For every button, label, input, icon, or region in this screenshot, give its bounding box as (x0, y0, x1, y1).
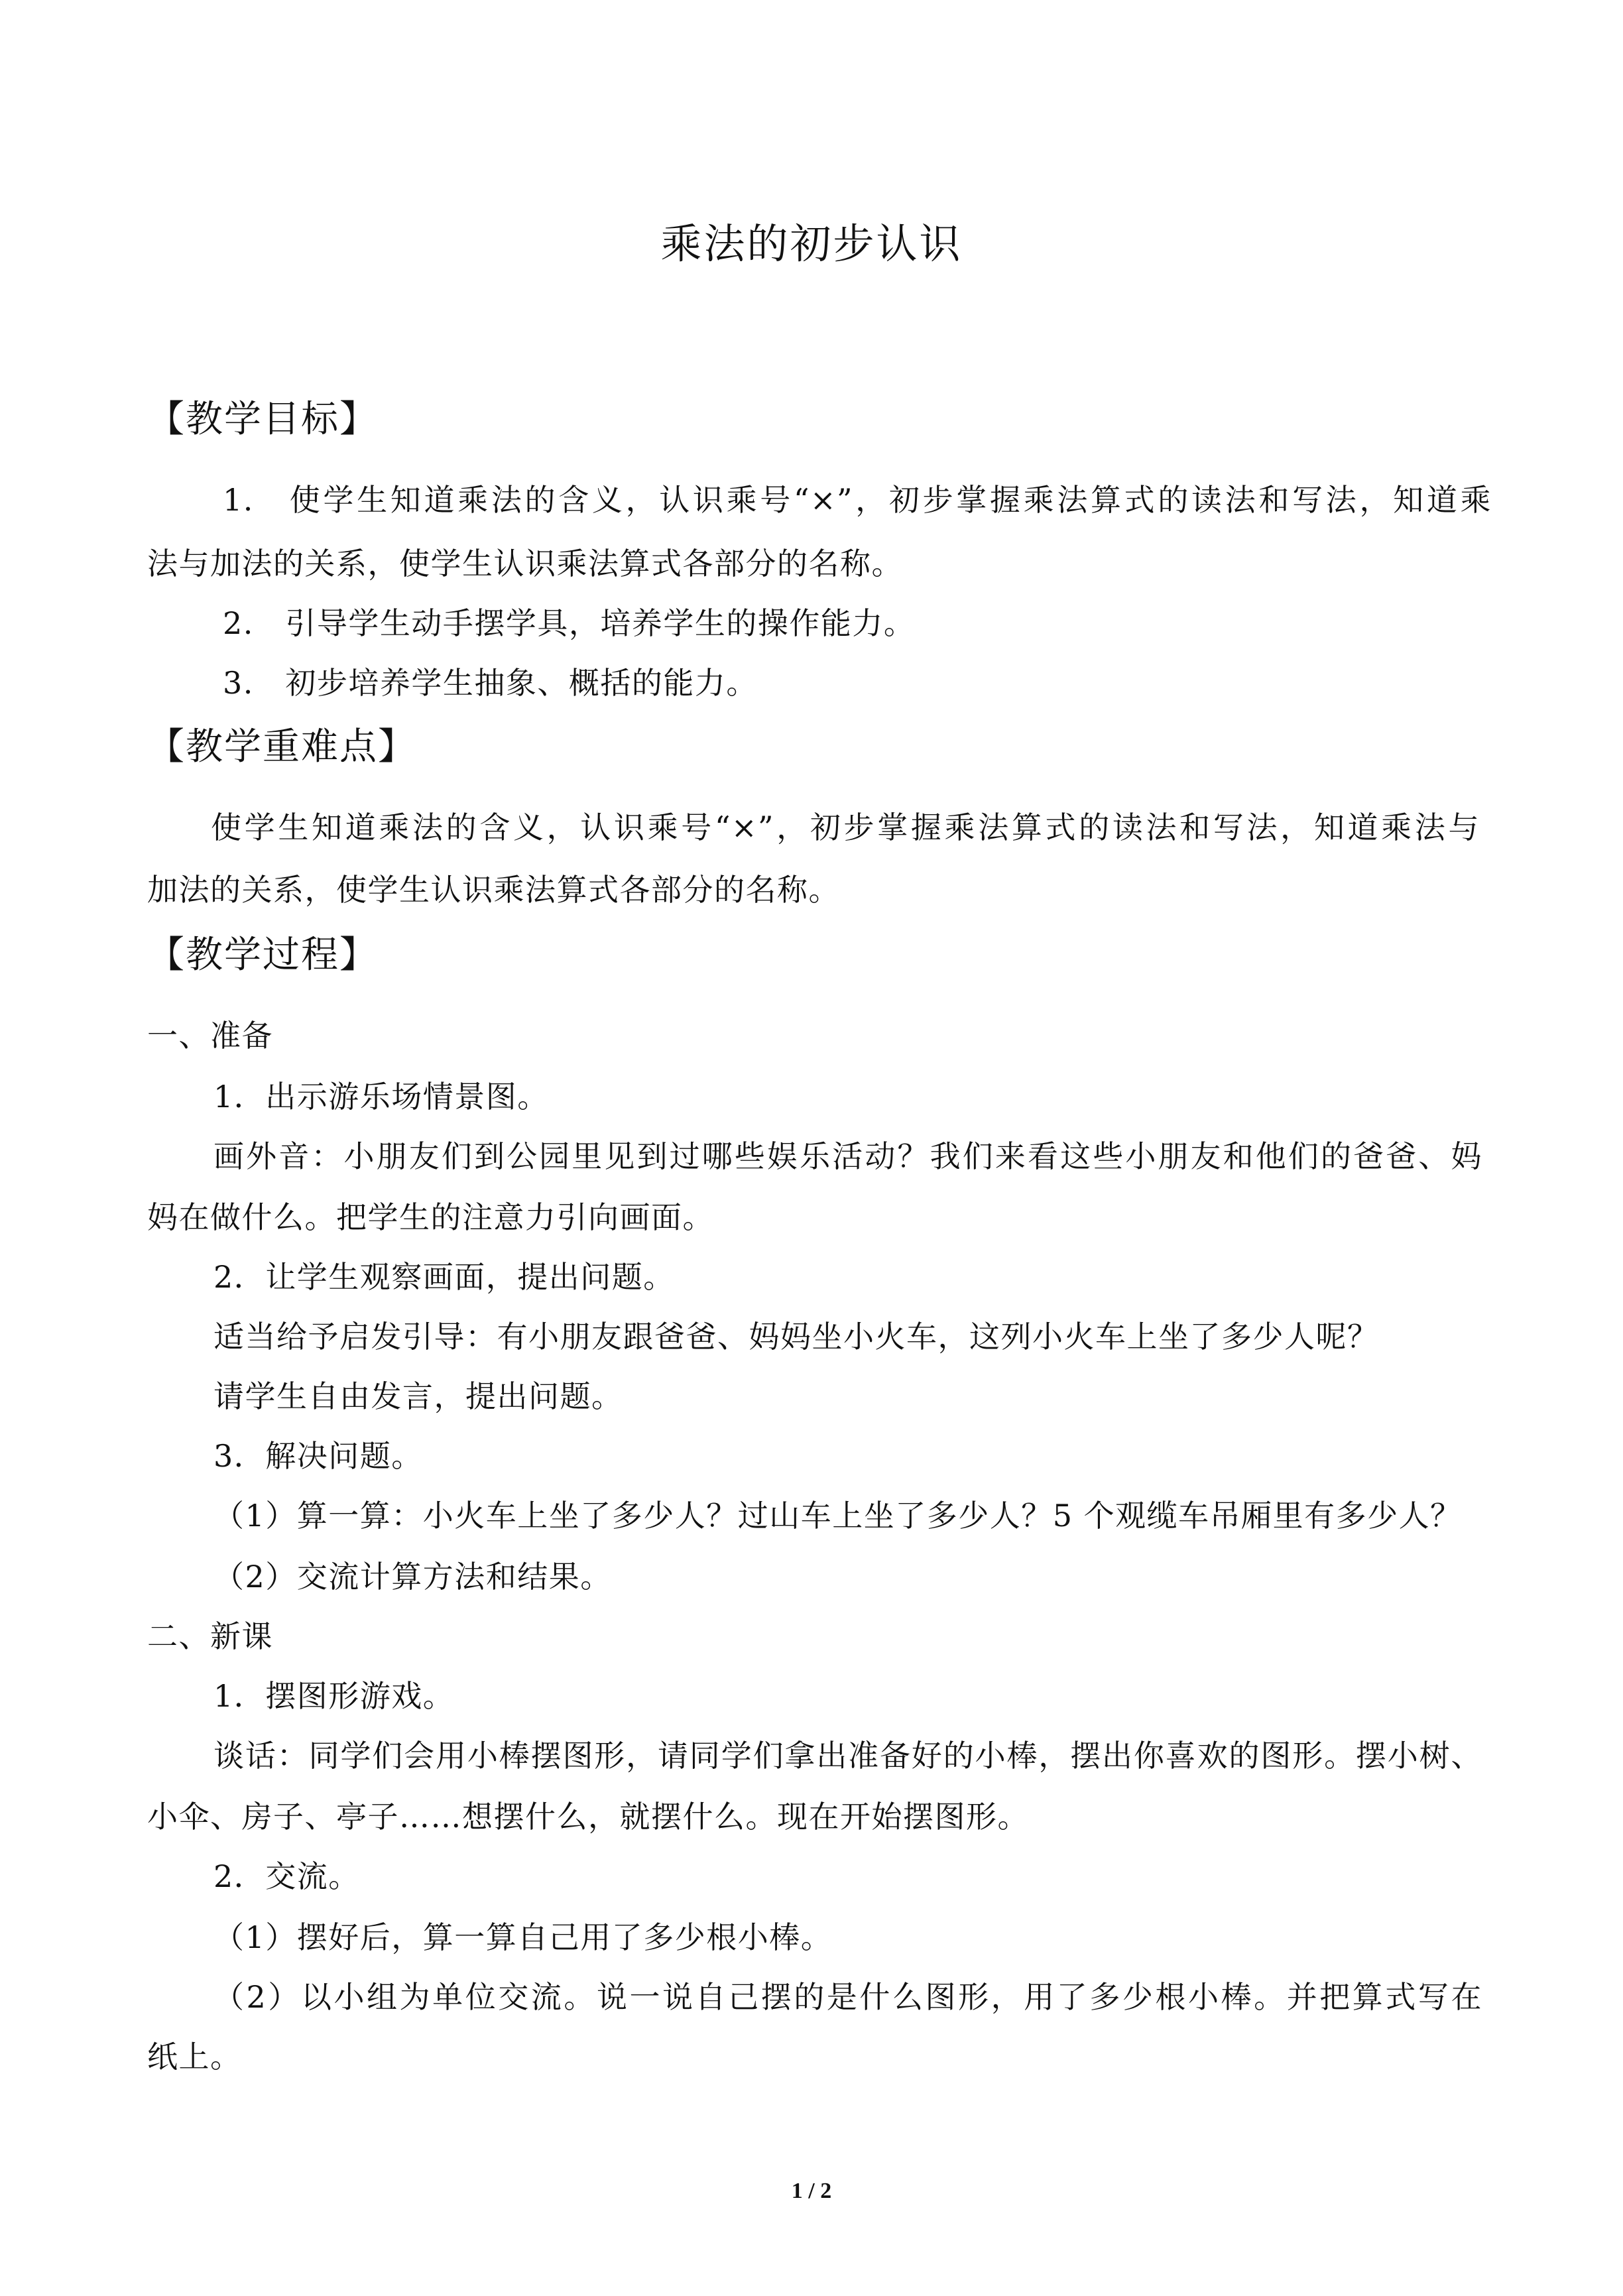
process-line: 画外音：小朋友们到公园里见到过哪些娱乐活动？我们来看这些小朋友和他们的爸爸、妈 (213, 1138, 1482, 1174)
process-line: 妈在做什么。把学生的注意力引向画面。 (147, 1199, 714, 1235)
objective-line-3: 2. 引导学生动手摆学具，培养学生的操作能力。 (223, 605, 916, 641)
document-title: 乘法的初步认识 (660, 219, 963, 268)
process-line: 适当给予启发引导：有小朋友跟爸爸、妈妈坐小火车，这列小火车上坐了多少人呢？ (213, 1319, 1379, 1355)
process-line: （2）交流计算方法和结果。 (213, 1559, 612, 1595)
process-line: 纸上。 (147, 2039, 242, 2075)
process-line: （1）摆好后，算一算自己用了多少根小棒。 (213, 1919, 833, 1955)
process-line: 2．让学生观察画面，提出问题。 (213, 1259, 675, 1295)
objective-line-2: 法与加法的关系，使学生认识乘法算式各部分的名称。 (147, 546, 903, 581)
process-line: 3．解决问题。 (213, 1438, 423, 1474)
heading-key-points: 【教学重难点】 (147, 725, 416, 768)
process-line: （2）以小组为单位交流。说一说自己摆的是什么图形，用了多少根小棒。并把算式写在 (213, 1979, 1482, 2015)
heading-process: 【教学过程】 (147, 934, 378, 977)
process-line: 小伞、房子、亭子……想摆什么，就摆什么。现在开始摆图形。 (147, 1799, 1029, 1835)
key-point-line-2: 加法的关系，使学生认识乘法算式各部分的名称。 (147, 872, 840, 908)
key-point-line-1: 使学生知道乘法的含义，认识乘号“×”，初步掌握乘法算式的读法和写法，知道乘法与 (211, 810, 1480, 845)
process-line: （1）算一算：小火车上坐了多少人？过山车上坐了多少人？5 个观缆车吊厢里有多少人？ (213, 1498, 1462, 1534)
process-line: 谈话：同学们会用小棒摆图形，请同学们拿出准备好的小棒，摆出你喜欢的图形。摆小树、 (213, 1738, 1482, 1774)
process-line: 2．交流。 (213, 1858, 360, 1894)
heading-objectives: 【教学目标】 (147, 398, 378, 441)
objective-line-4: 3. 初步培养学生抽象、概括的能力。 (223, 665, 758, 701)
process-section-1-title: 一、准备 (147, 1018, 273, 1054)
process-line: 请学生自由发言，提出问题。 (213, 1378, 623, 1414)
process-line: 1．出示游乐场情景图。 (213, 1079, 549, 1115)
page-number: 1 / 2 (791, 2179, 832, 2203)
process-line: 1．摆图形游戏。 (213, 1678, 455, 1714)
objective-line-1: 1. 使学生知道乘法的含义，认识乘号“×”，初步掌握乘法算式的读法和写法，知道乘 (223, 482, 1492, 518)
process-section-2-title: 二、新课 (147, 1618, 273, 1654)
